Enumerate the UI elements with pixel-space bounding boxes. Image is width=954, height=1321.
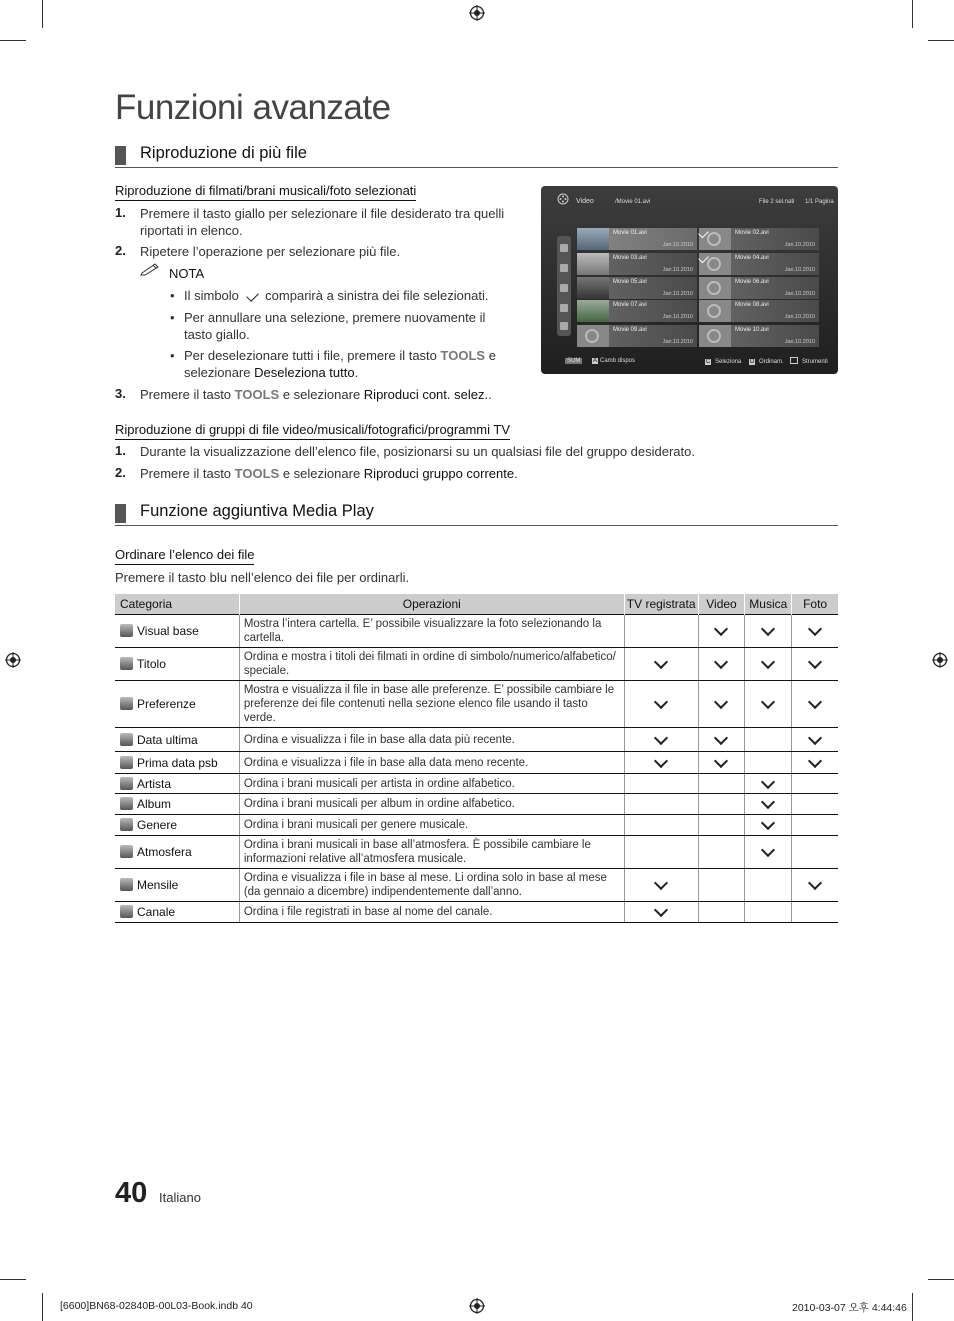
support-cell-music xyxy=(745,902,792,923)
note-text: . xyxy=(354,365,359,380)
tools-keyword: TOOLS xyxy=(234,387,280,402)
note-pencil-icon xyxy=(140,262,160,276)
crop-mark xyxy=(42,0,43,28)
page-number: 40 xyxy=(115,1177,148,1209)
category-label: Atmosfera xyxy=(137,845,192,859)
category-icon xyxy=(120,733,133,746)
category-cell xyxy=(115,752,239,774)
step-number: 1. xyxy=(115,205,126,220)
category-label: Mensile xyxy=(137,878,179,892)
note-text: Per annullare una selezione, premere nuovamente il tasto giallo. xyxy=(184,310,486,342)
support-cell-photo xyxy=(792,869,838,902)
osd-key-a: A xyxy=(593,358,598,364)
crop-mark xyxy=(42,1293,43,1321)
operation-cell: Mostra l’intera cartella. E’ possibile visualizzare la foto selezionando la cartella. xyxy=(239,615,624,648)
category-label: Visual base xyxy=(137,624,199,638)
osd-sidebar xyxy=(557,236,571,336)
support-cell-music xyxy=(745,728,792,752)
check-mark-icon xyxy=(654,655,668,669)
category-icon xyxy=(120,905,133,918)
support-cell-video xyxy=(698,615,745,648)
registration-mark xyxy=(469,1298,485,1314)
table-row xyxy=(115,902,838,923)
check-mark-icon xyxy=(761,816,775,830)
operation-cell: Ordina e mostra i titoli dei filmati in ordine di simbolo/numerico/alfabetico/ speciale. xyxy=(239,648,624,681)
bullet: • xyxy=(170,310,175,325)
category-icon xyxy=(120,797,133,810)
support-cell-video xyxy=(698,752,745,774)
osd-file-item: Movie 06.avi Jan.10.2010 xyxy=(699,277,819,299)
osd-key-d: D xyxy=(750,359,755,365)
category-cell xyxy=(115,648,239,681)
support-cell-photo xyxy=(792,615,838,648)
osd-file-item: Movie 05.avi Jan.10.2010 xyxy=(577,277,697,299)
check-mark-icon xyxy=(714,622,728,636)
check-mark-icon xyxy=(808,622,822,636)
support-cell-tv xyxy=(624,615,698,648)
check-mark-icon xyxy=(808,753,822,767)
section-title: Riproduzione di più file xyxy=(140,144,307,162)
osd-sum-button: SUM xyxy=(567,358,581,364)
section-bar xyxy=(115,504,126,523)
section-bar xyxy=(115,146,126,165)
support-cell-tv xyxy=(624,648,698,681)
support-cell-tv xyxy=(624,869,698,902)
step-text: Premere il tasto xyxy=(140,387,232,402)
osd-file-item: Movie 02.avi Jan.10.2010 xyxy=(699,228,819,250)
osd-tools-icon xyxy=(790,357,798,364)
support-cell-music xyxy=(745,794,792,815)
step-item xyxy=(140,465,840,482)
support-cell-video xyxy=(698,902,745,923)
table-row xyxy=(115,869,838,902)
tools-keyword: TOOLS xyxy=(234,466,280,481)
note-item xyxy=(184,287,514,304)
category-icon xyxy=(120,756,133,769)
check-mark-icon xyxy=(761,655,775,669)
osd-file-item: Movie 10.avi Jan.10.2010 xyxy=(699,325,819,347)
note-text: Per deselezionare tutti i file, premere il tasto xyxy=(184,348,437,363)
section-title: Funzione aggiuntiva Media Play xyxy=(140,502,374,520)
support-cell-video xyxy=(698,728,745,752)
check-mark-icon xyxy=(714,730,728,744)
category-label: Preferenze xyxy=(137,697,196,711)
osd-footer-text: Camb dispos xyxy=(600,358,636,364)
category-label: Album xyxy=(137,797,172,811)
category-icon xyxy=(120,624,133,637)
check-mark-icon xyxy=(654,876,668,890)
support-cell-music xyxy=(745,648,792,681)
check-mark-icon xyxy=(761,795,775,809)
osd-path: /Movie 01.avi xyxy=(615,199,651,205)
check-mark-icon xyxy=(761,774,775,788)
support-cell-music xyxy=(745,815,792,836)
check-mark-icon xyxy=(761,622,775,636)
support-cell-video xyxy=(698,794,745,815)
film-icon xyxy=(557,193,569,205)
check-mark-icon xyxy=(808,730,822,744)
osd-file-item: Movie 04.avi Jan.10.2010 xyxy=(699,253,819,275)
support-cell-photo xyxy=(792,681,838,728)
support-cell-video xyxy=(698,648,745,681)
column-header: TV registrata xyxy=(624,594,698,615)
table-row xyxy=(115,774,838,794)
check-mark-icon xyxy=(654,730,668,744)
step-number: 2. xyxy=(115,465,126,480)
osd-file-item: Movie 03.avi Jan.10.2010 xyxy=(577,253,697,275)
sub-heading: Ordinare l’elenco dei file xyxy=(115,547,254,565)
support-cell-music xyxy=(745,836,792,869)
support-cell-music xyxy=(745,681,792,728)
osd-file-item: Movie 07.avi Jan.10.2010 xyxy=(577,300,697,322)
category-cell xyxy=(115,836,239,869)
table-row xyxy=(115,615,838,648)
support-cell-photo xyxy=(792,752,838,774)
print-footer-right: 2010-03-07 오후 4:44:46 xyxy=(792,1302,907,1314)
operation-cell: Ordina i brani musicali in base all’atmosfera. È possibile cambiare le informazioni relative all’atmosfera musicale. xyxy=(239,836,624,869)
support-cell-tv xyxy=(624,836,698,869)
category-icon xyxy=(120,697,133,710)
support-cell-photo xyxy=(792,836,838,869)
column-header: Musica xyxy=(745,594,792,615)
intro-text: Premere il tasto blu nell’elenco dei file per ordinarli. xyxy=(115,570,410,585)
step-text: Premere il tasto giallo per selezionare il file desiderato tra quelli riportati in elenco. xyxy=(140,206,505,238)
osd-file-item: Movie 08.avi Jan.10.2010 xyxy=(699,300,819,322)
step-item xyxy=(140,386,540,403)
table-row xyxy=(115,836,838,869)
category-cell xyxy=(115,728,239,752)
step-text: e selezionare xyxy=(282,387,361,402)
category-cell xyxy=(115,774,239,794)
category-cell xyxy=(115,815,239,836)
table-row xyxy=(115,815,838,836)
support-cell-video xyxy=(698,681,745,728)
column-header: Categoria xyxy=(115,594,239,615)
support-cell-tv xyxy=(624,902,698,923)
column-header: Operazioni xyxy=(239,594,624,615)
operation-cell: Ordina e visualizza i file in base alla data più recente. xyxy=(239,728,624,752)
category-cell xyxy=(115,681,239,728)
category-icon xyxy=(120,878,133,891)
category-label: Data ultima xyxy=(137,732,198,747)
print-footer-left: [6600]BN68-02840B-00L03-Book.indb 40 xyxy=(60,1300,253,1312)
step-text: Durante la visualizzazione dell’elenco file, posizionarsi su un qualsiasi file del gruppo desiderato. xyxy=(140,444,695,459)
support-cell-video xyxy=(698,869,745,902)
step-text: Ripetere l’operazione per selezionare più file. xyxy=(140,244,401,259)
category-label: Titolo xyxy=(137,657,166,671)
menu-option: Deseleziona tutto xyxy=(254,365,355,380)
check-mark-icon xyxy=(808,695,822,709)
support-cell-photo xyxy=(792,728,838,752)
osd-title: Video xyxy=(576,198,594,205)
operation-cell: Ordina i file registrati in base al nome del canale. xyxy=(239,902,624,923)
osd-page-info: 1/1 Pagina xyxy=(805,199,834,205)
check-mark-icon xyxy=(714,753,728,767)
check-mark-icon xyxy=(714,655,728,669)
osd-file-item: Movie 01.avi Jan.10.2010 xyxy=(577,228,697,250)
check-icon xyxy=(246,289,259,302)
column-header: Video xyxy=(698,594,745,615)
step-text: . xyxy=(514,466,518,481)
section-heading xyxy=(115,501,838,526)
support-cell-music xyxy=(745,615,792,648)
media-play-screenshot xyxy=(541,186,838,374)
table-row xyxy=(115,728,838,752)
registration-mark xyxy=(932,652,948,668)
support-cell-tv xyxy=(624,681,698,728)
crop-mark xyxy=(0,40,26,41)
sort-options-table xyxy=(115,594,838,923)
note-text: comparirà a sinistra dei file selezionati. xyxy=(265,288,489,303)
osd-footer-text: Strumenti xyxy=(802,359,828,365)
category-icon xyxy=(120,818,133,831)
registration-mark xyxy=(5,652,21,668)
page-title: Funzioni avanzate xyxy=(115,88,391,127)
menu-option: Riproduci gruppo corrente xyxy=(363,466,515,481)
section-heading xyxy=(115,143,838,168)
support-cell-tv xyxy=(624,794,698,815)
support-cell-video xyxy=(698,836,745,869)
check-mark-icon xyxy=(808,876,822,890)
tools-keyword: TOOLS xyxy=(440,348,486,363)
note-text: Il simbolo xyxy=(184,288,239,303)
crop-mark xyxy=(912,1293,913,1321)
check-mark-icon xyxy=(654,695,668,709)
operation-cell: Ordina e visualizza i file in base al mese. Li ordina solo in base al mese (da gennaio a dicembre) indipendentemente dall’anno. xyxy=(239,869,624,902)
support-cell-music xyxy=(745,774,792,794)
check-mark-icon xyxy=(761,843,775,857)
operation-cell: Ordina e visualizza i file in base alla data meno recente. xyxy=(239,752,624,774)
bullet: • xyxy=(170,348,175,363)
category-cell xyxy=(115,869,239,902)
category-icon xyxy=(120,657,133,670)
category-icon xyxy=(120,845,133,858)
crop-mark xyxy=(0,1279,26,1280)
support-cell-photo xyxy=(792,648,838,681)
step-number: 1. xyxy=(115,443,126,458)
osd-file-item: Movie 09.avi Jan.10.2010 xyxy=(577,325,697,347)
step-number: 3. xyxy=(115,386,126,401)
step-text: Premere il tasto xyxy=(140,466,232,481)
check-mark-icon xyxy=(654,903,668,917)
nota-label: NOTA xyxy=(169,266,205,281)
operation-cell: Ordina i brani musicali per genere musicale. xyxy=(239,815,624,836)
osd-key-c: C xyxy=(706,359,711,365)
support-cell-video xyxy=(698,815,745,836)
table-row xyxy=(115,681,838,728)
language-label: Italiano xyxy=(159,1190,201,1205)
check-mark-icon xyxy=(654,753,668,767)
support-cell-photo xyxy=(792,815,838,836)
crop-mark xyxy=(912,0,913,28)
sub-heading: Riproduzione di gruppi di file video/musicali/fotografici/programmi TV xyxy=(115,422,510,440)
crop-mark xyxy=(928,1279,954,1280)
menu-option: Riproduci cont. selez. xyxy=(363,387,489,402)
step-number: 2. xyxy=(115,243,126,258)
support-cell-music xyxy=(745,869,792,902)
support-cell-tv xyxy=(624,815,698,836)
step-text: . xyxy=(488,387,492,402)
category-label: Canale xyxy=(137,905,176,919)
crop-mark xyxy=(928,40,954,41)
operation-cell: Ordina i brani musicali per album in ordine alfabetico. xyxy=(239,794,624,815)
support-cell-photo xyxy=(792,774,838,794)
operation-cell: Ordina i brani musicali per artista in ordine alfabetico. xyxy=(239,774,624,794)
check-mark-icon xyxy=(761,695,775,709)
support-cell-tv xyxy=(624,752,698,774)
sub-heading: Riproduzione di filmati/brani musicali/foto selezionati xyxy=(115,183,416,201)
category-cell xyxy=(115,902,239,923)
category-label: Artista xyxy=(137,776,172,791)
step-text: e selezionare xyxy=(282,466,361,481)
table-row xyxy=(115,794,838,815)
category-label: Genere xyxy=(137,818,178,832)
support-cell-video xyxy=(698,774,745,794)
category-label: Prima data psb xyxy=(137,755,218,770)
support-cell-photo xyxy=(792,794,838,815)
category-cell xyxy=(115,794,239,815)
support-cell-photo xyxy=(792,902,838,923)
column-header: Foto xyxy=(792,594,838,615)
operation-cell: Mostra e visualizza il file in base alle preferenze. E’ possibile cambiare le preferenze dei file contenuti nella sezione elenco file usando il tasto verde. xyxy=(239,681,624,728)
support-cell-tv xyxy=(624,774,698,794)
osd-footer-text: Ordinam. xyxy=(759,359,784,365)
table-row xyxy=(115,648,838,681)
registration-mark xyxy=(469,5,485,21)
bullet: • xyxy=(170,288,175,303)
osd-footer-text: Seleziona xyxy=(715,359,742,365)
category-icon xyxy=(120,777,133,790)
table-row xyxy=(115,752,838,774)
note-item xyxy=(184,347,514,381)
support-cell-music xyxy=(745,752,792,774)
support-cell-tv xyxy=(624,728,698,752)
check-mark-icon xyxy=(714,695,728,709)
category-cell xyxy=(115,615,239,648)
note-text: e selezionare xyxy=(184,348,496,380)
osd-selection-info: File 2 sel.nati xyxy=(759,199,795,205)
check-mark-icon xyxy=(808,655,822,669)
